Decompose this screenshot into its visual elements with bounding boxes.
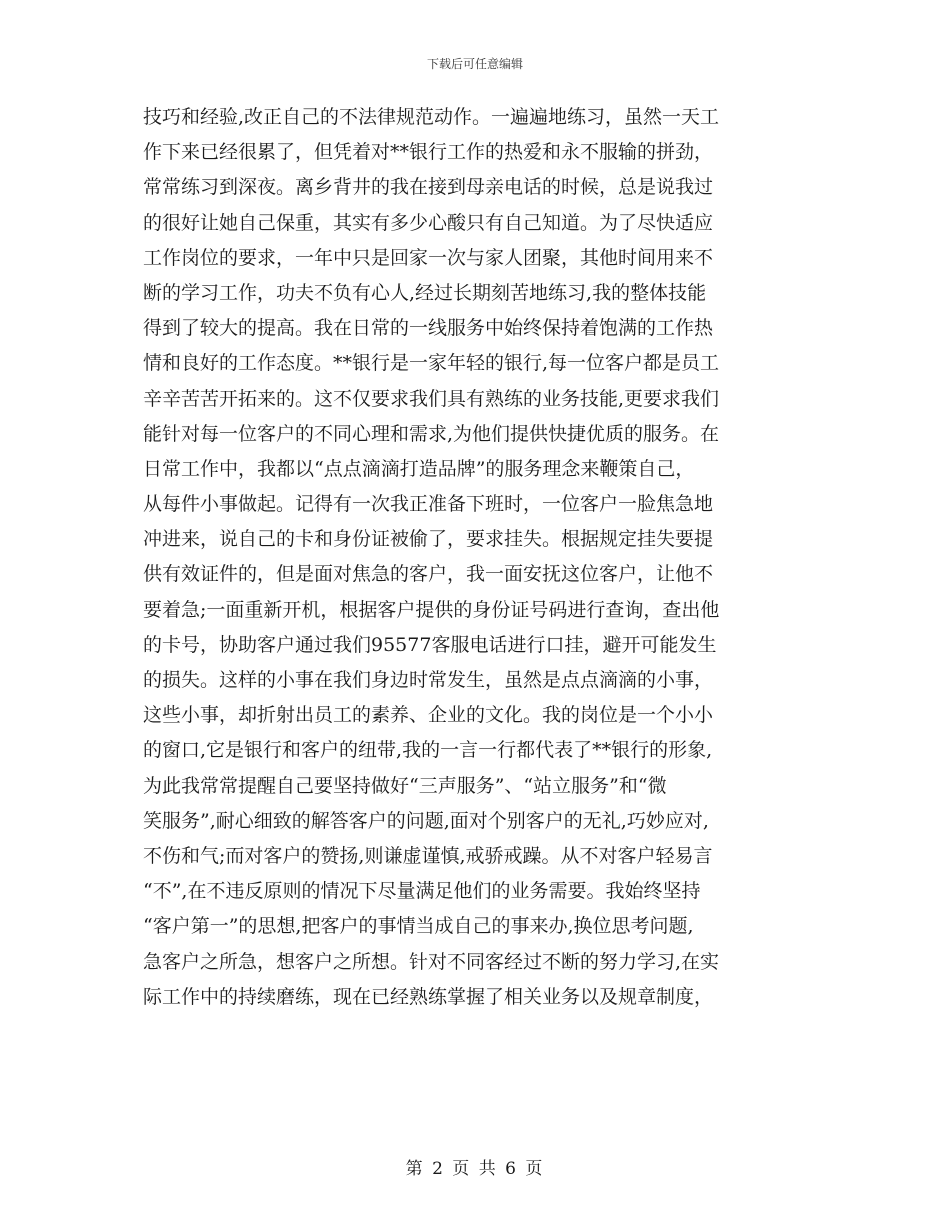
body-line: 急客户之所急，想客户之所想。针对不同客经过不断的努力学习,在实 (143, 950, 720, 973)
body-line: 笑服务”,耐心细致的解答客户的问题,面对个别客户的无礼,巧妙应对, (143, 809, 709, 832)
body-line: 冲进来，说自己的卡和身份证被偷了，要求挂失。根据规定挂失要提 (143, 528, 714, 551)
body-line: 工作岗位的要求，一年中只是回家一次与家人团聚，其他时间用来不 (143, 246, 714, 269)
body-line: 的很好让她自己保重，其实有多少心酸只有自己知道。为了尽快适应 (143, 211, 714, 234)
body-line: 的卡号，协助客户通过我们95577客服电话进行口挂，避开可能发生 (143, 633, 717, 656)
body-line: 的损失。这样的小事在我们身边时常发生，虽然是点点滴滴的小事， (143, 669, 714, 691)
page-number-footer: 第 2 页 共 6 页 (405, 1159, 545, 1179)
body-line: 为此我常常提醒自己要坚持做好“三声服务”、“站立服务”和“微 (143, 774, 667, 797)
body-line: 要着急;一面重新开机，根据客户提供的身份证号码进行查询，查出他 (143, 598, 720, 621)
body-line: 作下来已经很累了，但凭着对**银行工作的热爱和永不服输的拼劲， (143, 141, 714, 164)
body-line: 能针对每一位客户的不同心理和需求,为他们提供快捷优质的服务。在 (143, 422, 720, 445)
body-line: 辛辛苦苦开拓来的。这不仅要求我们具有熟练的业务技能,更要求我们 (143, 387, 720, 410)
body-line: 供有效证件的，但是面对焦急的客户，我一面安抚这位客户，让他不 (143, 563, 714, 586)
body-line: 际工作中的持续磨练，现在已经熟练掌握了相关业务以及规章制度， (143, 985, 714, 1008)
page-header: 下载后可任意编辑 (426, 57, 523, 71)
body-line: 情和良好的工作态度。**银行是一家年轻的银行,每一位客户都是员工 (143, 352, 720, 375)
body-line: 断的学习工作，功夫不负有心人,经过长期刻苦地练习,我的整体技能 (143, 281, 707, 304)
body-line: 的窗口,它是银行和客户的纽带,我的一言一行都代表了**银行的形象, (143, 739, 713, 762)
body-line: “不”,在不违反原则的情况下尽量满足他们的业务需要。我始终坚持 (143, 880, 701, 903)
body-line: 日常工作中，我都以“点点滴滴打造品牌”的服务理念来鞭策自己， (143, 457, 695, 480)
body-line: “客户第一”的思想,把客户的事情当成自己的事来办,换位思考问题, (143, 915, 694, 938)
body-line: 从每件小事做起。记得有一次我正准备下班时，一位客户一脸焦急地 (143, 493, 714, 516)
body-line: 不伤和气;而对客户的赞扬,则谦虚谨慎,戒骄戒躁。从不对客户轻易言 (143, 844, 713, 867)
document-body (143, 100, 808, 1015)
body-line: 常常练习到深夜。离乡背井的我在接到母亲电话的时候，总是说我过 (143, 176, 714, 199)
body-line: 技巧和经验,改正自己的不法律规范动作。一遍遍地练习，虽然一天工 (143, 106, 720, 128)
body-line: 这些小事，却折射出员工的素养、企业的文化。我的岗位是一个小小 (143, 704, 714, 727)
body-line: 得到了较大的提高。我在日常的一线服务中始终保持着饱满的工作热 (143, 317, 714, 340)
